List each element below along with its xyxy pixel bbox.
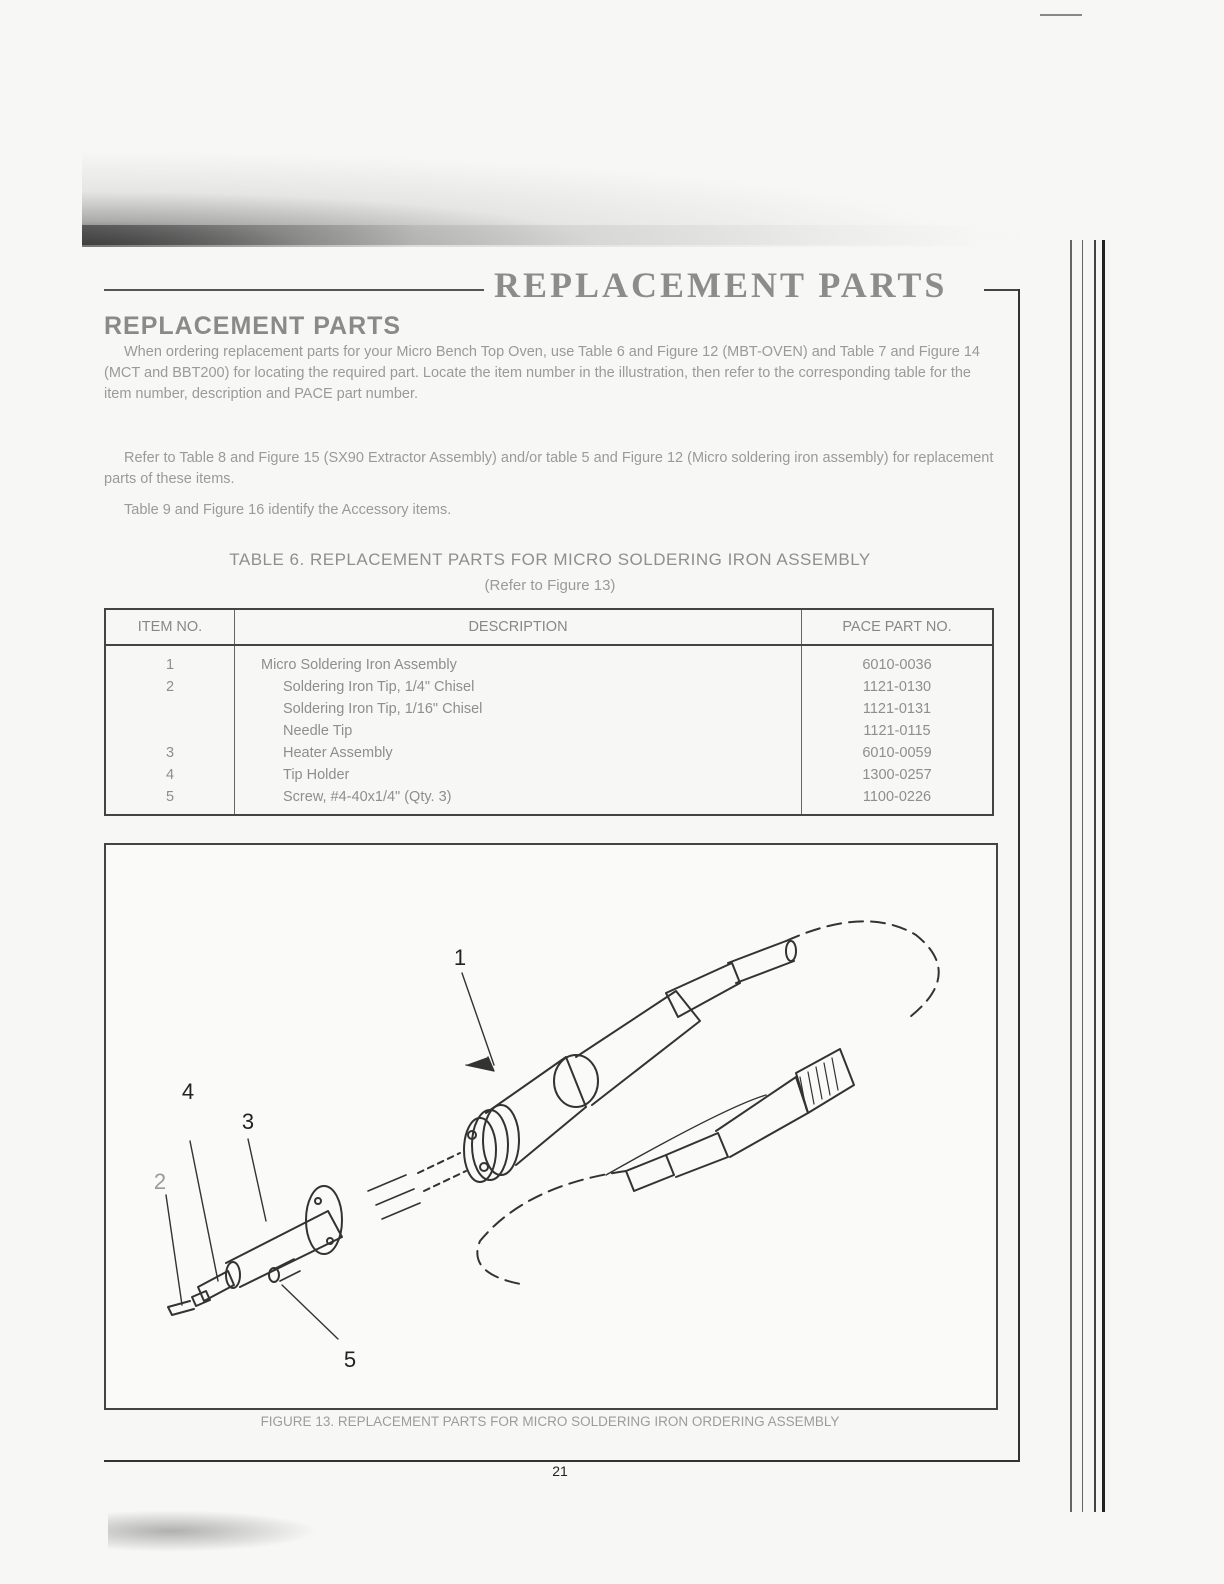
item-description: Heater Assembly — [235, 742, 802, 764]
paragraph-ordering: When ordering replacement parts for your Micro Bench Top Oven, use Table 6 and Figure 12 (MBT-OVEN) and Table 7 and Figure 14 (MCT and BBT200) for locating the required part. Locate the item number in the illustration, then refer to the corresponding table for the item number, description and PACE part number. — [104, 344, 980, 402]
page-edge-line — [1102, 240, 1105, 1512]
figure-caption: FIGURE 13. REPLACEMENT PARTS FOR MICRO SOLDERING IRON ORDERING ASSEMBLY — [260, 1414, 840, 1429]
header-rule-right — [984, 289, 1020, 291]
section-title: REPLACEMENT PARTS — [104, 312, 402, 340]
leader-line-3 — [248, 1139, 266, 1221]
flange-hole — [315, 1198, 321, 1204]
table-row — [105, 645, 993, 676]
table-row — [105, 742, 993, 764]
item-number — [105, 698, 235, 720]
pin-guides — [418, 1153, 466, 1191]
head-flange-face — [464, 1118, 496, 1182]
callout-4: 4 — [181, 1079, 195, 1104]
leader-line-1 — [462, 973, 494, 1065]
item-number: 4 — [105, 764, 235, 786]
plug-taper — [666, 1133, 728, 1177]
item-description: Soldering Iron Tip, 1/4" Chisel — [235, 676, 802, 698]
header-rule — [104, 289, 484, 291]
item-number: 3 — [105, 742, 235, 764]
part-number: 1100-0226 — [862, 789, 932, 805]
plug-body — [716, 1077, 808, 1157]
table-row — [105, 786, 993, 815]
item-description: Tip Holder — [235, 764, 802, 786]
item-description: Needle Tip — [235, 720, 802, 742]
table-subcaption: (Refer to Figure 13) — [484, 577, 616, 594]
item-description: Micro Soldering Iron Assembly — [235, 645, 802, 676]
table-row — [105, 720, 993, 742]
column-header-part-number: PACE PART NO. — [802, 609, 994, 645]
item-description: Screw, #4-40x1/4" (Qty. 3) — [235, 786, 802, 815]
scan-smudge-band — [82, 225, 1032, 247]
page-edge-line — [1082, 240, 1083, 1512]
page-frame-right — [1018, 289, 1020, 1461]
leader-line-2 — [166, 1195, 182, 1305]
callout-2: 2 — [153, 1169, 167, 1194]
column-header-description: DESCRIPTION — [235, 609, 802, 645]
arrowhead-1 — [466, 1057, 494, 1071]
item-number: 2 — [105, 676, 235, 698]
table-caption: TABLE 6. REPLACEMENT PARTS FOR MICRO SOLDERING IRON ASSEMBLY — [229, 550, 871, 569]
part-number: 6010-0059 — [862, 745, 932, 761]
callout-1: 1 — [453, 945, 467, 970]
handle-body — [576, 991, 700, 1105]
scan-mark-top — [1040, 14, 1082, 16]
paragraph-accessory: Table 9 and Figure 16 identify the Accessory items. — [124, 502, 452, 518]
iron-head — [486, 1057, 586, 1165]
connector-pins — [368, 1175, 420, 1219]
heater-barrel — [226, 1211, 342, 1287]
page-number: 21 — [552, 1463, 568, 1479]
scan-mark-bottom — [108, 1510, 318, 1552]
item-number: 1 — [105, 645, 235, 676]
page-edge-line — [1070, 240, 1072, 1512]
page-frame-bottom — [104, 1460, 1020, 1462]
part-number: 6010-0036 — [862, 657, 932, 673]
page-header-title: REPLACEMENT PARTS — [494, 265, 948, 305]
part-number: 1121-0130 — [862, 679, 932, 695]
item-description: Soldering Iron Tip, 1/16" Chisel — [235, 698, 802, 720]
part-number: 1300-0257 — [862, 767, 932, 783]
table-header-row — [105, 609, 993, 645]
screw-hole — [480, 1163, 488, 1171]
knurl-lines — [800, 1058, 838, 1109]
column-header-item: ITEM NO. — [105, 609, 235, 645]
part-number: 1121-0131 — [862, 701, 932, 717]
table-row — [105, 764, 993, 786]
soldering-tip — [168, 1301, 194, 1315]
page-edge-line — [1094, 240, 1096, 1512]
item-number — [105, 720, 235, 742]
paragraph-refer: Refer to Table 8 and Figure 15 (SX90 Extractor Assembly) and/or table 5 and Figure 12 (Micro soldering iron assembly) for replacement parts of these items. — [104, 450, 994, 487]
callout-5: 5 — [343, 1347, 357, 1372]
plug-arrow-line — [606, 1095, 766, 1175]
handle-rear — [666, 963, 740, 1017]
leader-line-5 — [282, 1285, 338, 1339]
part-number: 1121-0115 — [863, 723, 931, 739]
table-row — [105, 676, 993, 698]
item-number: 5 — [105, 786, 235, 815]
leader-line-4 — [190, 1141, 218, 1281]
callout-3: 3 — [241, 1109, 255, 1134]
exploded-view-figure — [104, 843, 998, 1410]
table-row — [105, 698, 993, 720]
plug-cord-loop — [477, 1171, 626, 1285]
cord-loop — [786, 921, 939, 1020]
parts-table — [104, 608, 994, 816]
cord-end — [786, 941, 796, 961]
soldering-iron-illustration — [106, 845, 996, 1408]
